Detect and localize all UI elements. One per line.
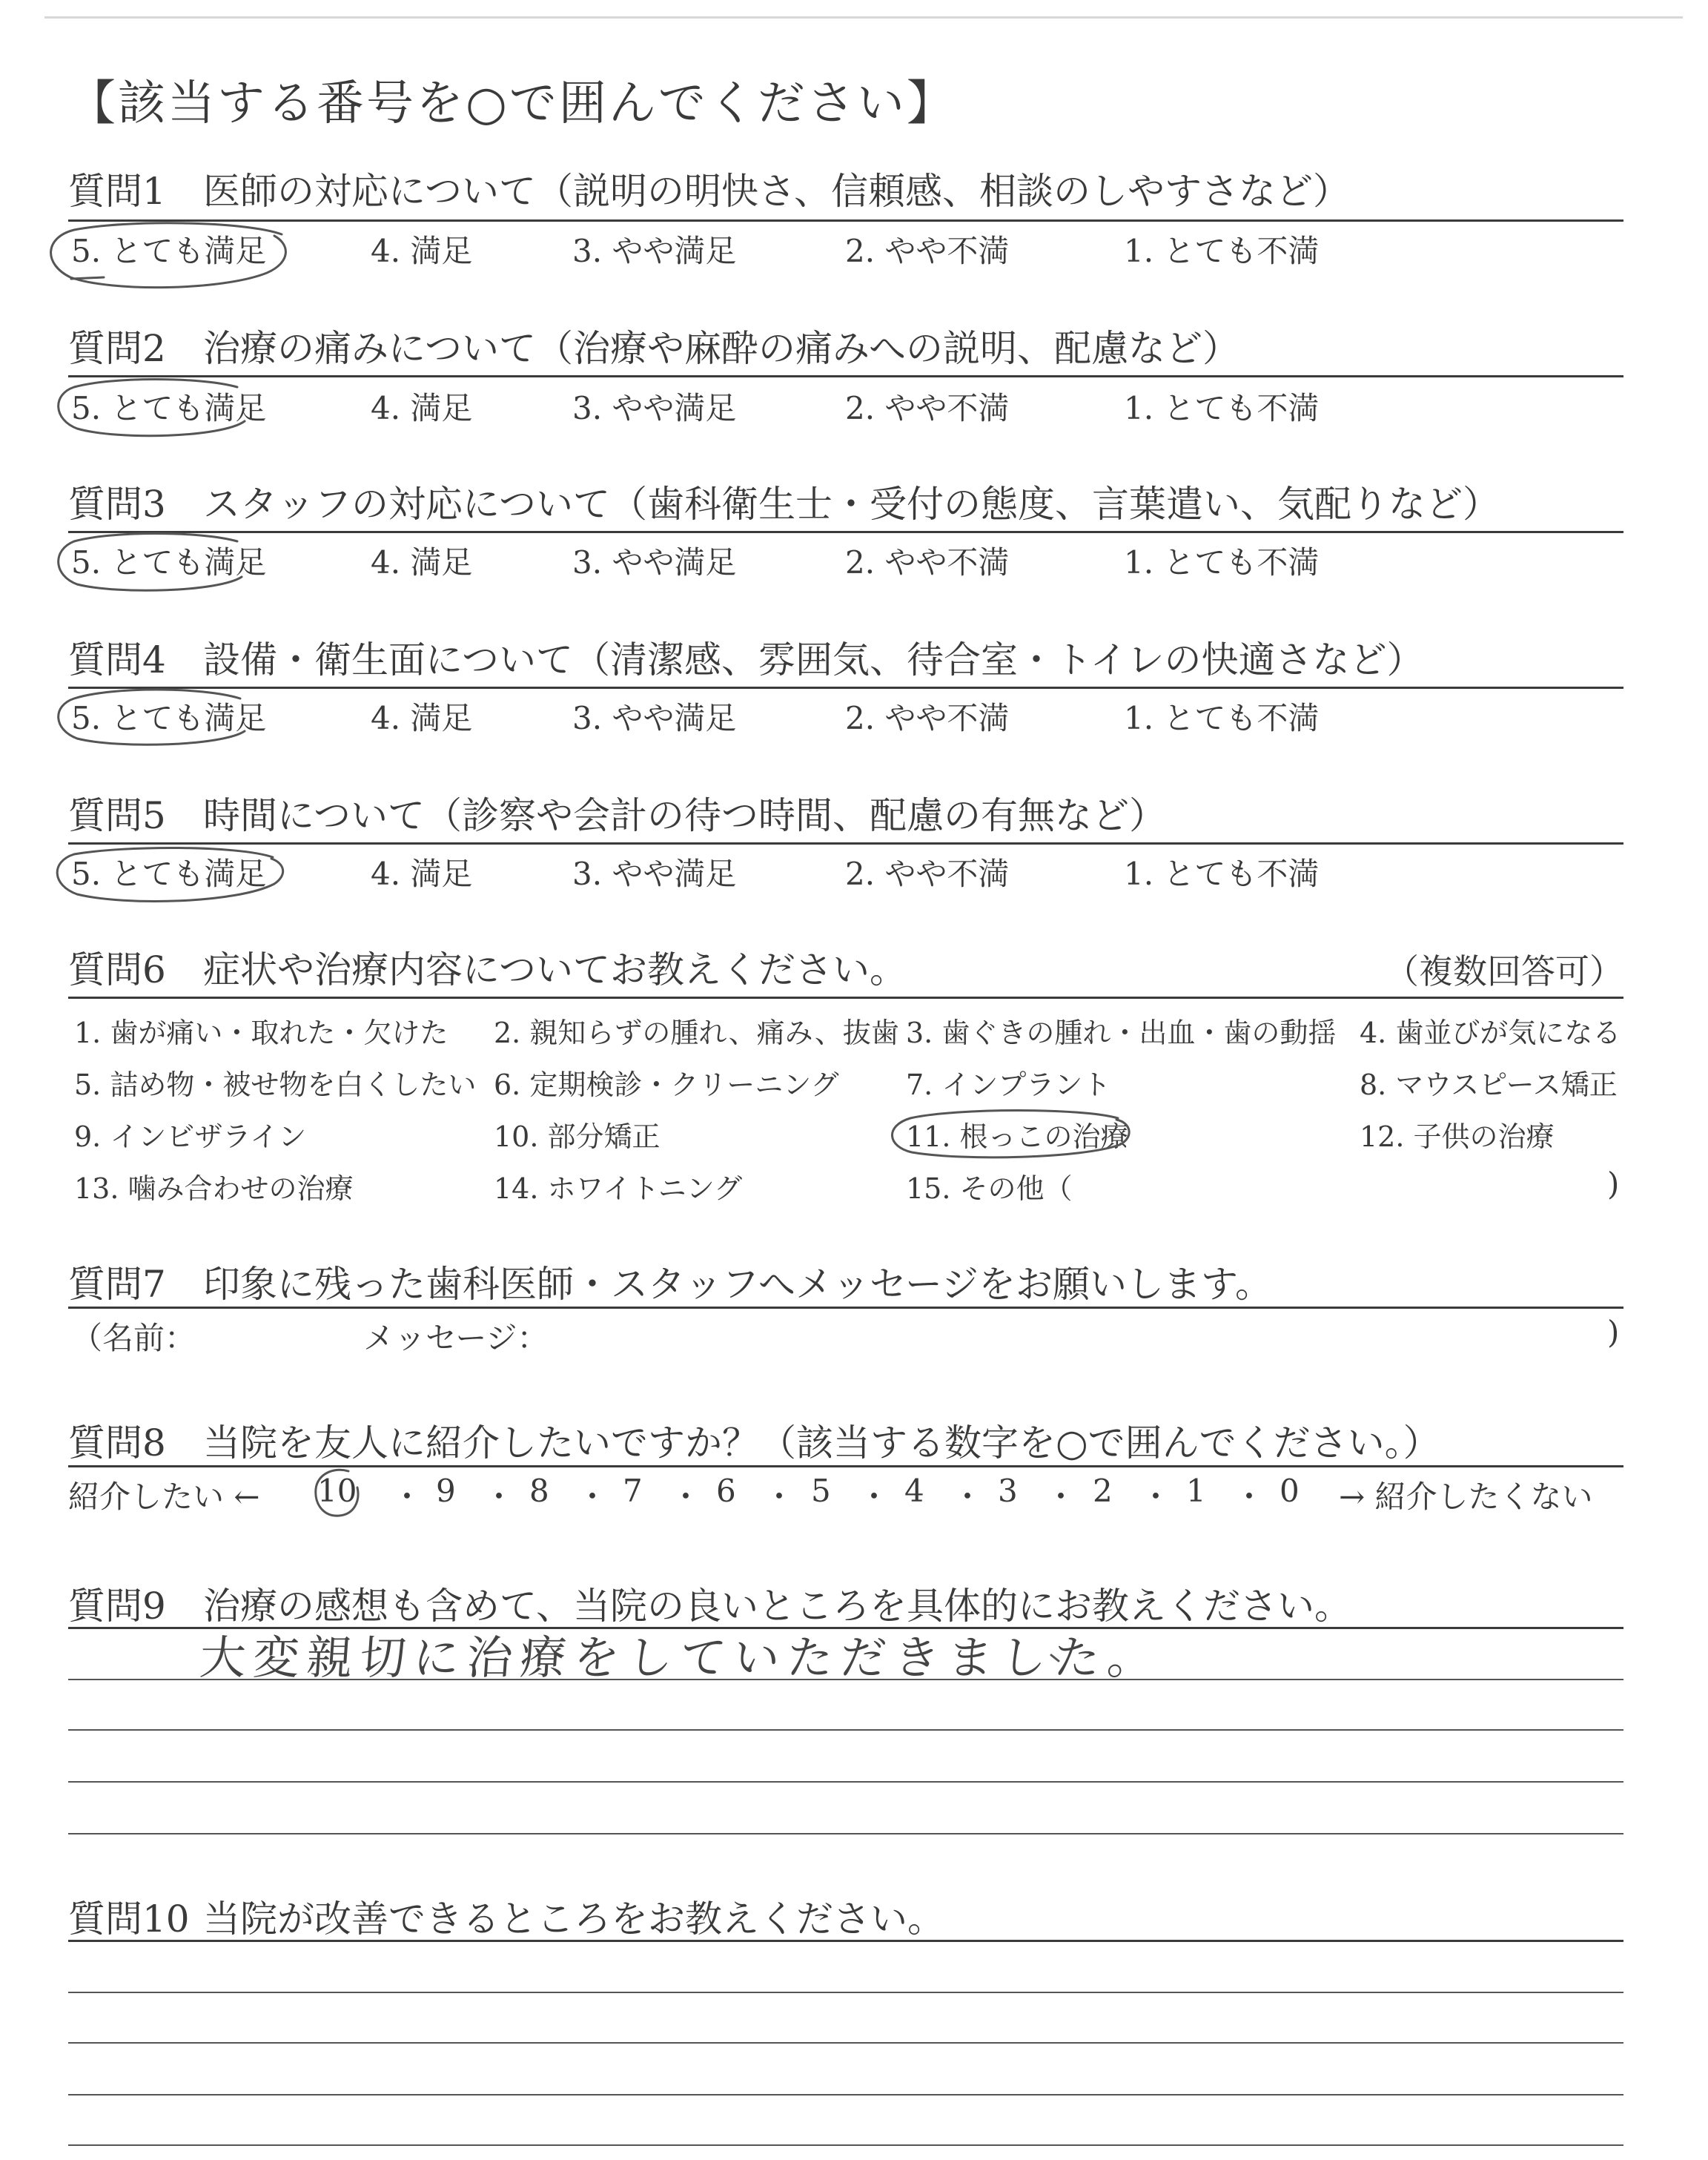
q3-option-3[interactable]: 3. やや満足: [572, 544, 737, 581]
question-text: 治療の感想も含めて、当院の良いところを具体的にお教えください。: [203, 1585, 1351, 1628]
q6-item-11[interactable]: 11. 根っこの治療: [906, 1120, 1129, 1153]
q6-item-2[interactable]: 2. 親知らずの腫れ、痛み、抜歯: [494, 1017, 899, 1049]
q4-option-2[interactable]: 2. やや不満: [845, 700, 1010, 736]
q6-other-close-paren: ): [1607, 1166, 1620, 1202]
recommend-score-3[interactable]: 3: [998, 1473, 1018, 1509]
q5-option-5[interactable]: 5. とても満足: [71, 856, 267, 892]
q4-option-1[interactable]: 1. とても不満: [1124, 700, 1320, 736]
question-text: 医師の対応について（説明の明快さ、信頼感、相談のしやすさなど）: [203, 170, 1350, 213]
answer-line: [68, 1729, 1623, 1731]
question-number: 質問5: [68, 794, 166, 837]
recommend-score-6[interactable]: 6: [716, 1473, 736, 1509]
q5-option-1[interactable]: 1. とても不満: [1124, 856, 1320, 892]
question-number: 質問2: [68, 327, 166, 370]
q2-option-1[interactable]: 1. とても不満: [1124, 390, 1320, 426]
question-rule: [68, 687, 1623, 689]
question-2: [68, 319, 1239, 372]
recommend-score-4[interactable]: 4: [904, 1473, 924, 1509]
q6-item-13[interactable]: 13. 噛み合わせの治療: [74, 1172, 354, 1205]
scale-dot: ・: [483, 1479, 515, 1515]
q1-option-2[interactable]: 2. やや不満: [845, 233, 1010, 269]
question-8: [68, 1413, 1440, 1467]
answer-line: [68, 2042, 1623, 2044]
question-text: 症状や治療内容についてお教えください。: [203, 948, 907, 991]
q6-item-12[interactable]: 12. 子供の治療: [1360, 1120, 1555, 1153]
q5-option-2[interactable]: 2. やや不満: [845, 856, 1010, 892]
recommend-score-1[interactable]: 1: [1186, 1473, 1206, 1509]
scale-dot: ・: [577, 1479, 609, 1515]
scale-dot: ・: [858, 1479, 890, 1515]
q5-option-3[interactable]: 3. やや満足: [572, 856, 737, 892]
answer-line: [68, 1781, 1623, 1783]
q6-item-7[interactable]: 7. インプラント: [906, 1069, 1111, 1101]
name-field-label[interactable]: （名前：: [71, 1320, 196, 1356]
answer-line: [68, 2094, 1623, 2095]
scale-dot: ・: [764, 1479, 795, 1515]
q1-option-5[interactable]: 5. とても満足: [71, 233, 267, 269]
q1-option-3[interactable]: 3. やや満足: [572, 233, 737, 269]
q6-item-15[interactable]: 15. その他（: [906, 1172, 1073, 1205]
scale-dot: ・: [1045, 1479, 1077, 1515]
recommend-right-label: → 紹介したくない: [1339, 1479, 1593, 1515]
recommend-score-8[interactable]: 8: [529, 1473, 549, 1509]
scale-dot: ・: [1234, 1479, 1265, 1515]
recommend-score-5[interactable]: 5: [811, 1473, 831, 1509]
q6-item-5[interactable]: 5. 詰め物・被せ物を白くしたい: [74, 1069, 477, 1101]
multiple-answers-note: （複数回答可）: [1385, 951, 1623, 991]
q6-item-3[interactable]: 3. 歯ぐきの腫れ・出血・歯の動揺: [906, 1017, 1337, 1049]
answer-line: [68, 1992, 1623, 1993]
question-number: 質問9: [68, 1585, 166, 1628]
question-rule: [68, 842, 1623, 845]
q2-option-5[interactable]: 5. とても満足: [71, 390, 267, 426]
q6-item-10[interactable]: 10. 部分矯正: [494, 1120, 661, 1153]
question-3: [68, 475, 1500, 528]
q3-option-2[interactable]: 2. やや不満: [845, 544, 1010, 581]
recommend-score-7[interactable]: 7: [623, 1473, 643, 1509]
q1-option-1[interactable]: 1. とても不満: [1124, 233, 1320, 269]
question-rule: [68, 375, 1623, 377]
question-text: 時間について（診察や会計の待つ時間、配慮の有無など）: [203, 794, 1166, 837]
q7-close-paren: ): [1607, 1314, 1620, 1350]
question-rule: [68, 1307, 1623, 1309]
q3-option-4[interactable]: 4. 満足: [371, 544, 473, 581]
question-rule: [68, 531, 1623, 533]
recommend-left-label: 紹介したい ←: [68, 1479, 260, 1515]
question-text: 当院を友人に紹介したいですか？（該当する数字を○で囲んでください。）: [203, 1421, 1440, 1464]
q3-option-5[interactable]: 5. とても満足: [71, 544, 267, 581]
question-number: 質問3: [68, 483, 166, 526]
handwritten-answer[interactable]: 大変親切に治療をしていただきました。: [198, 1631, 1163, 1685]
q6-item-9[interactable]: 9. インビザライン: [74, 1120, 307, 1153]
q1-option-4[interactable]: 4. 満足: [371, 233, 473, 269]
q1-answer-underline: [71, 277, 104, 279]
q6-item-4[interactable]: 4. 歯並びが気になる: [1360, 1017, 1621, 1049]
q2-option-2[interactable]: 2. やや不満: [845, 390, 1010, 426]
answer-line: [68, 2144, 1623, 2146]
recommend-score-2[interactable]: 2: [1093, 1473, 1113, 1509]
scale-dot: ・: [670, 1479, 702, 1515]
question-number: 質問4: [68, 638, 166, 681]
q4-option-4[interactable]: 4. 満足: [371, 700, 473, 736]
question-rule: [68, 997, 1623, 999]
answer-line: [68, 1940, 1623, 1942]
scale-dot: ・: [952, 1479, 984, 1515]
q6-item-8[interactable]: 8. マウスピース矯正: [1360, 1069, 1618, 1101]
q4-option-5[interactable]: 5. とても満足: [71, 700, 267, 736]
question-number: 質問8: [68, 1421, 166, 1464]
question-rule: [68, 1465, 1623, 1467]
question-text: スタッフの対応について（歯科衛生士・受付の態度、言葉遣い、気配りなど）: [203, 483, 1500, 526]
question-rule: [68, 219, 1623, 222]
form-title: 【該当する番号を○で囲んでください】: [68, 76, 956, 131]
question-5: [68, 786, 1166, 839]
question-text: 当院が改善できるところをお教えください。: [203, 1898, 944, 1941]
recommend-score-10[interactable]: 10: [317, 1473, 357, 1509]
q6-item-6[interactable]: 6. 定期検診・クリーニング: [494, 1069, 839, 1101]
message-field-label[interactable]: メッセージ：: [363, 1320, 549, 1356]
question-number: 質問1: [68, 170, 166, 213]
recommend-score-9[interactable]: 9: [436, 1473, 456, 1509]
question-4: [68, 630, 1424, 684]
answer-line: [68, 1833, 1623, 1834]
question-number: 質問10: [68, 1898, 190, 1941]
scale-dot: ・: [1140, 1479, 1172, 1515]
question-text: 治療の痛みについて（治療や麻酔の痛みへの説明、配慮など）: [203, 327, 1239, 370]
q4-option-3[interactable]: 3. やや満足: [572, 700, 737, 736]
question-text: 印象に残った歯科医師・スタッフへメッセージをお願いします。: [203, 1263, 1272, 1306]
q5-option-4[interactable]: 4. 満足: [371, 856, 473, 892]
q2-option-4[interactable]: 4. 満足: [371, 390, 473, 426]
question-number: 質問6: [68, 948, 166, 991]
top-edge-line: [44, 16, 1683, 19]
question-10: [68, 1889, 944, 1943]
question-1: [68, 162, 1350, 215]
q2-option-3[interactable]: 3. やや満足: [572, 390, 737, 426]
question-6: [68, 940, 907, 994]
question-text: 設備・衛生面について（清潔感、雰囲気、待合室・トイレの快適さなど）: [203, 638, 1424, 681]
scale-dot: ・: [391, 1479, 423, 1515]
q6-item-1[interactable]: 1. 歯が痛い・取れた・欠けた: [74, 1017, 448, 1049]
q3-option-1[interactable]: 1. とても不満: [1124, 544, 1320, 581]
recommend-score-0[interactable]: 0: [1280, 1473, 1300, 1509]
q6-item-14[interactable]: 14. ホワイトニング: [494, 1172, 743, 1205]
question-number: 質問7: [68, 1263, 166, 1306]
question-7: [68, 1255, 1272, 1308]
